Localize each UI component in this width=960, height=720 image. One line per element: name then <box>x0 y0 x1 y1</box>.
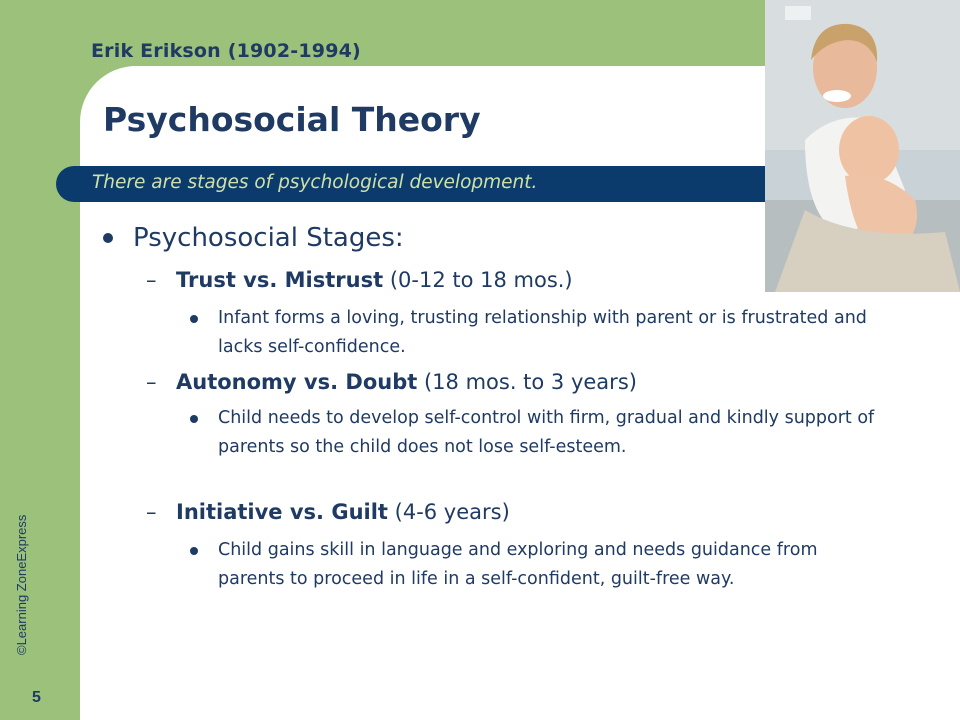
dash-icon: – <box>146 500 157 524</box>
stage-description-text: Infant forms a loving, trusting relationship with parent or is frustrated and lacks self-confidence. <box>218 308 867 357</box>
stage-description <box>190 404 880 462</box>
main-bullet <box>103 223 404 253</box>
stages-heading: Psychosocial Stages: <box>133 223 404 253</box>
stage-heading <box>146 370 637 394</box>
author-heading: Erik Erikson (1902-1994) <box>91 40 361 62</box>
stage-range: (4-6 years) <box>394 500 510 524</box>
stage-range: (18 mos. to 3 years) <box>423 370 637 394</box>
copyright-label: ©Learning ZoneExpress <box>14 514 29 655</box>
bullet-dot-icon <box>190 547 198 555</box>
stage-heading <box>146 500 510 524</box>
stage-heading <box>146 268 573 292</box>
dash-icon: – <box>146 370 157 394</box>
stage-name: Trust vs. Mistrust <box>176 268 384 292</box>
photo-illustration <box>765 0 960 292</box>
stage-name: Initiative vs. Guilt <box>176 500 388 524</box>
page-number: 5 <box>32 689 41 706</box>
banner-text: There are stages of psychological development. <box>92 172 538 193</box>
bullet-dot-icon <box>103 233 113 243</box>
slide-title: Psychosocial Theory <box>103 100 481 139</box>
bullet-dot-icon <box>190 415 198 423</box>
stage-name: Autonomy vs. Doubt <box>176 370 418 394</box>
stage-description <box>190 304 880 362</box>
stage-description <box>190 536 880 594</box>
stage-description-text: Child needs to develop self-control with firm, gradual and kindly support of parents so the child does not lose self-esteem. <box>218 408 875 457</box>
subtitle-banner <box>56 166 770 202</box>
stage-description-text: Child gains skill in language and exploring and needs guidance from parents to proceed in life in a self-confident, guilt-free way. <box>218 540 818 589</box>
stage-range: (0-12 to 18 mos.) <box>389 268 573 292</box>
mother-baby-photo <box>765 0 960 292</box>
bullet-dot-icon <box>190 315 198 323</box>
dash-icon: – <box>146 268 157 292</box>
